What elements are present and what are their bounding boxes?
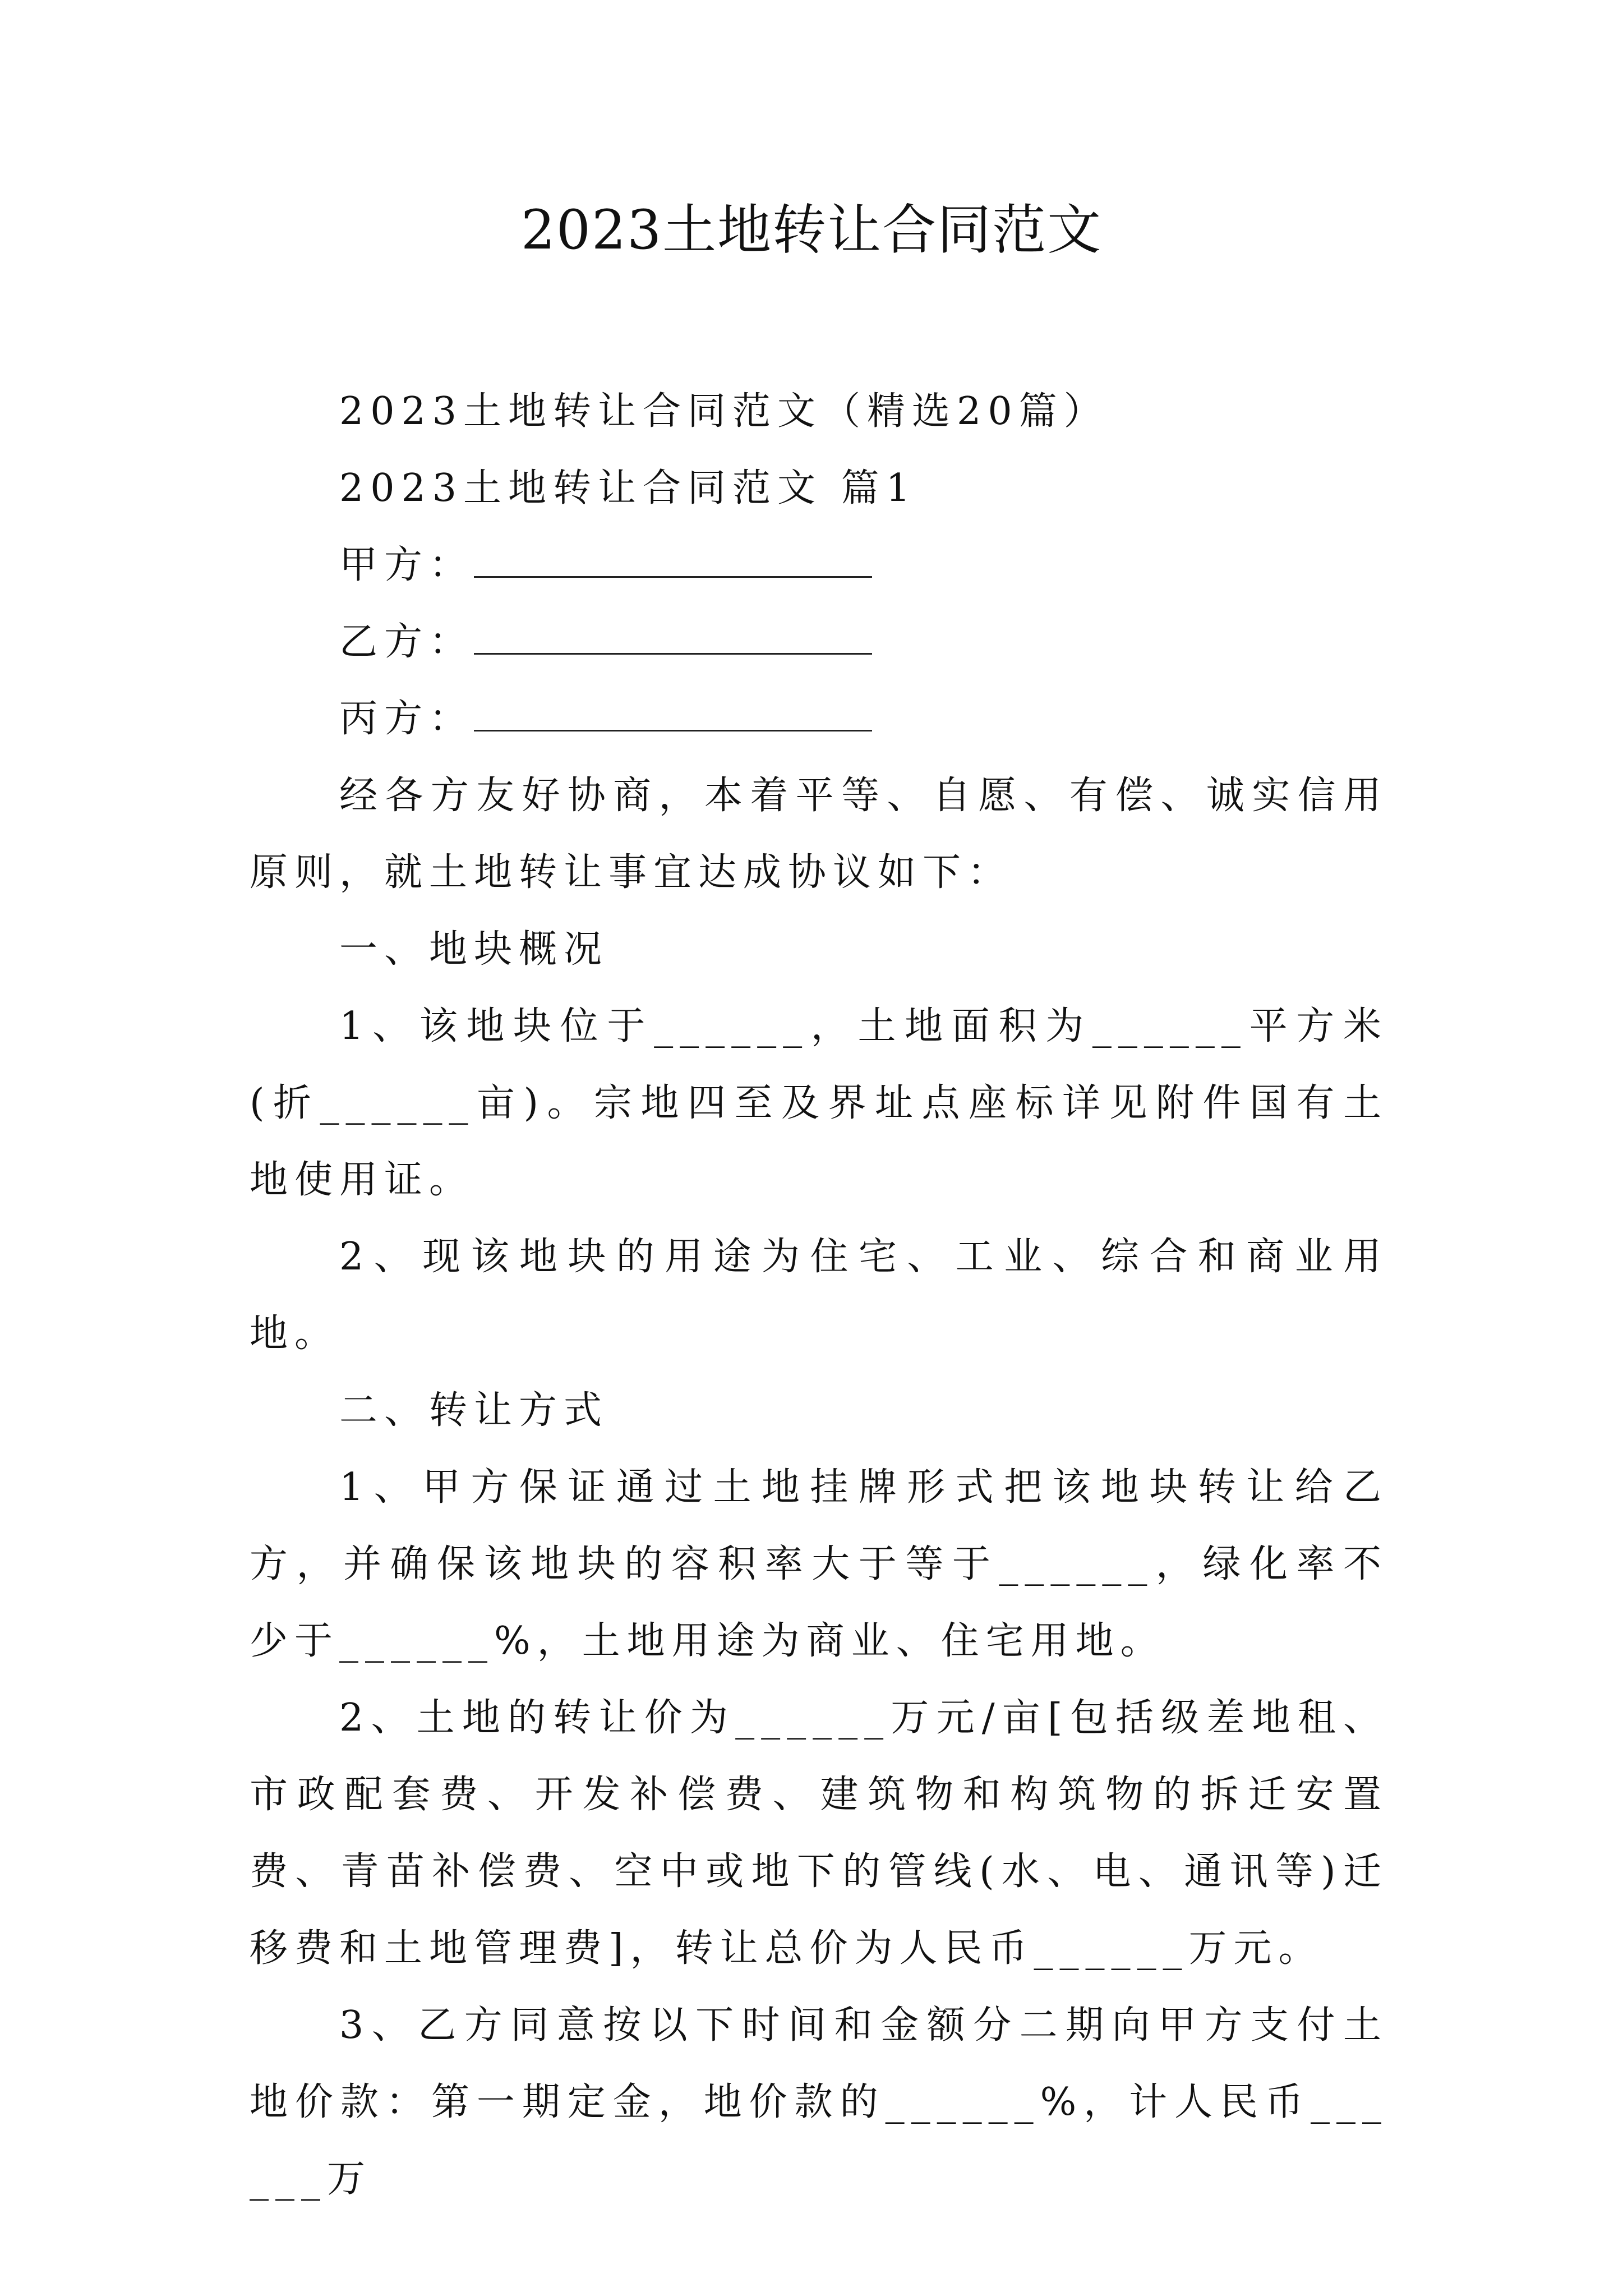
party-label-c: 丙方： — [339, 697, 474, 741]
clause-2-1: 1、甲方保证通过土地挂牌形式把该地块转让给乙方，并确保该地块的容积率大于等于______，绿化率不少于______%，土地用途为商业、住宅用地。 — [250, 1465, 1388, 1663]
clause-2-2: 2、土地的转让价为______万元/亩[包括级差地租、市政配套费、开发补偿费、建筑物和构筑物的拆迁安置费、青苗补偿费、空中或地下的管线(水、电、通讯等)迁移费和土地管理费]，转让总价为人民币______万元。 — [250, 1696, 1388, 1971]
document-subtitle: 2023土地转让合同范文（精选20篇） — [339, 389, 1109, 434]
party-b-blank — [474, 618, 872, 655]
heading-land-overview: 一、地块概况 — [339, 927, 609, 972]
document-title: 2023土地转让合同范文 — [520, 199, 1103, 261]
section-heading: 2023土地转让合同范文 篇1 — [339, 466, 917, 510]
party-line-b — [250, 604, 1388, 680]
party-a-blank — [474, 541, 872, 578]
clause-2-3: 3、乙方同意按以下时间和金额分二期向甲方支付土地价款：第一期定金，地价款的______%，计人民币______万 — [250, 2003, 1388, 2201]
document-body — [250, 373, 1388, 2217]
clause-1-1: 1、该地块位于______，土地面积为______平方米(折______亩)。宗地四至及界址点座标详见附件国有土地使用证。 — [250, 1004, 1388, 1202]
party-label-b: 乙方： — [339, 620, 474, 664]
heading-transfer-method: 二、转让方式 — [339, 1388, 609, 1433]
paragraph-intro: 经各方友好协商，本着平等、自愿、有偿、诚实信用原则，就土地转让事宜达成协议如下： — [250, 774, 1388, 895]
party-line-a — [250, 527, 1388, 604]
party-label-a: 甲方： — [339, 543, 474, 587]
clause-1-2: 2、现该地块的用途为住宅、工业、综合和商业用地。 — [250, 1235, 1388, 1356]
party-c-blank — [474, 695, 872, 731]
party-line-c — [250, 680, 1388, 757]
